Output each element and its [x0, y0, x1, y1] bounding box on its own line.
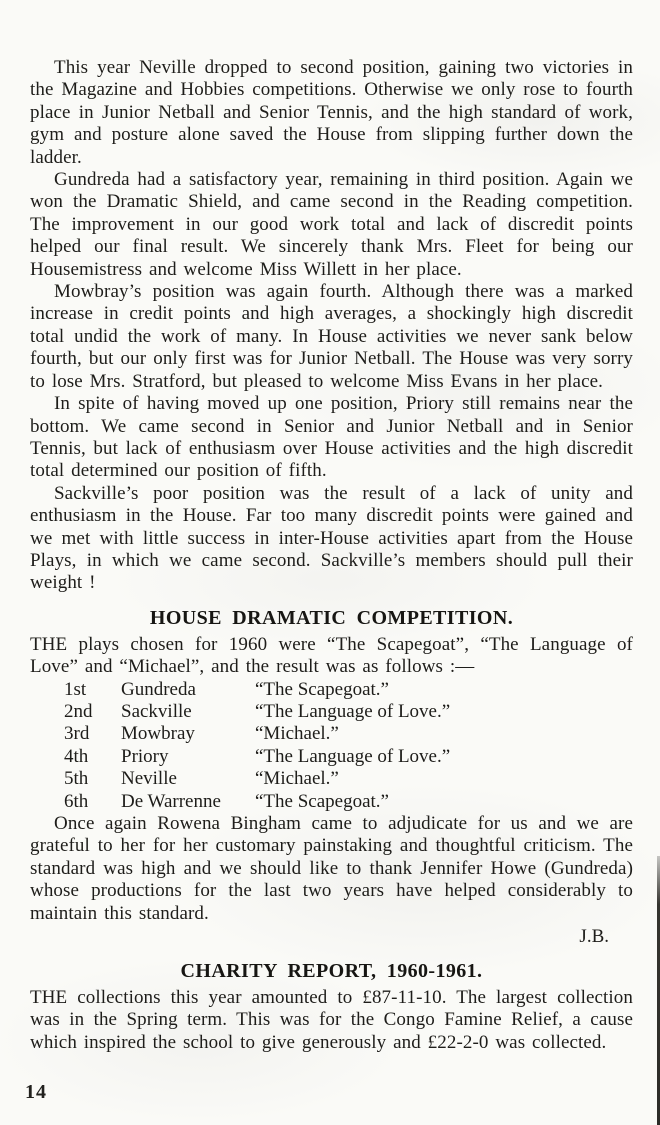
- result-house: Neville: [121, 768, 177, 790]
- result-row-6: [64, 791, 633, 813]
- author-initials: J.B.: [579, 926, 609, 948]
- paragraph-gundreda-report: Gundreda had a satisfactory year, remaining in third position. Again we won the Dramatic Shield, and came second in the Reading competition. The improvement in our good work total and lack of discredit points helped our final result. We sincerely thank Mrs. Fleet for being our Housemistress and welcome Miss Willett in her place.: [30, 169, 633, 280]
- result-house: Gundreda: [121, 678, 196, 700]
- paragraph-sackville-report: Sackville’s poor position was the result of a lack of unity and enthusiasm in the House. Far too many discredit points were gained and we met with little success in inter-House activities apart from the House Plays, in which we came second. Sackville’s members should pull their weight !: [30, 482, 633, 594]
- heading-house-dramatic-competition: HOUSE DRAMATIC COMPETITION.: [149, 606, 514, 629]
- result-row-2: [64, 701, 633, 723]
- result-rank: 1st: [64, 678, 87, 700]
- result-house: De Warrenne: [121, 790, 221, 812]
- page-number: 14: [25, 1081, 47, 1103]
- result-row-5: [64, 768, 633, 790]
- result-rank: 3rd: [64, 723, 90, 745]
- result-rank: 2nd: [64, 700, 93, 722]
- result-row-3: [64, 723, 633, 745]
- result-rank: 5th: [64, 768, 89, 790]
- result-play: “The Scapegoat.”: [255, 790, 389, 812]
- paragraph-charity-report: THE collections this year amounted to £87-11-10. The largest collection was in the Spring term. This was for the Congo Famine Relief, a cause which inspired the school to give generously and £22-2-0 was collected.: [30, 987, 633, 1053]
- paragraph-neville-report: This year Neville dropped to second position, gaining two victories in the Magazine and Hobbies competitions. Otherwise we only rose to fourth place in Junior Netball and Senior Tennis, and the high standard of work, gym and posture alone saved the House from slipping further down the ladder.: [30, 57, 633, 168]
- result-row-1: [64, 679, 633, 701]
- result-play: “The Language of Love.”: [255, 745, 451, 767]
- result-row-4: [64, 746, 633, 768]
- result-house: Mowbray: [121, 723, 195, 745]
- result-rank: 4th: [64, 745, 89, 767]
- page-content: [30, 57, 633, 1054]
- result-house: Sackville: [121, 700, 192, 722]
- result-house: Priory: [121, 745, 169, 767]
- paragraph-dramatic-intro: THE plays chosen for 1960 were “The Scapegoat”, “The Language of Love” and “Michael”, and the result was as follows :—: [30, 633, 633, 678]
- paragraph-priory-report: In spite of having moved up one position, Priory still remains near the bottom. We came second in Senior and Junior Netball and in Senior Tennis, but lack of enthusiasm over House activities and the high discredit total determined our position of fifth.: [30, 393, 633, 482]
- dramatic-results-list: [64, 679, 633, 813]
- result-play: “The Language of Love.”: [255, 700, 451, 722]
- result-play: “Michael.”: [255, 768, 339, 790]
- paragraph-mowbray-report: Mowbray’s position was again fourth. Although there was a marked increase in credit points and high averages, a shockingly high discredit total undid the work of many. In House activities we never sank below fourth, but our only first was for Junior Netball. The House was very sorry to lose Mrs. Stratford, but pleased to welcome Miss Evans in her place.: [30, 281, 633, 392]
- heading-charity-report: CHARITY REPORT, 1960-1961.: [180, 960, 483, 983]
- result-rank: 6th: [64, 790, 89, 812]
- paragraph-adjudication: Once again Rowena Bingham came to adjudicate for us and we are grateful to her for her customary painstaking and thoughtful criticism. The standard was high and we should like to thank Jennifer Howe (Gundreda) whose productions for the last two years have helped considerably to maintain this standard.: [30, 813, 633, 924]
- result-play: “Michael.”: [255, 723, 339, 745]
- result-play: “The Scapegoat.”: [255, 678, 389, 700]
